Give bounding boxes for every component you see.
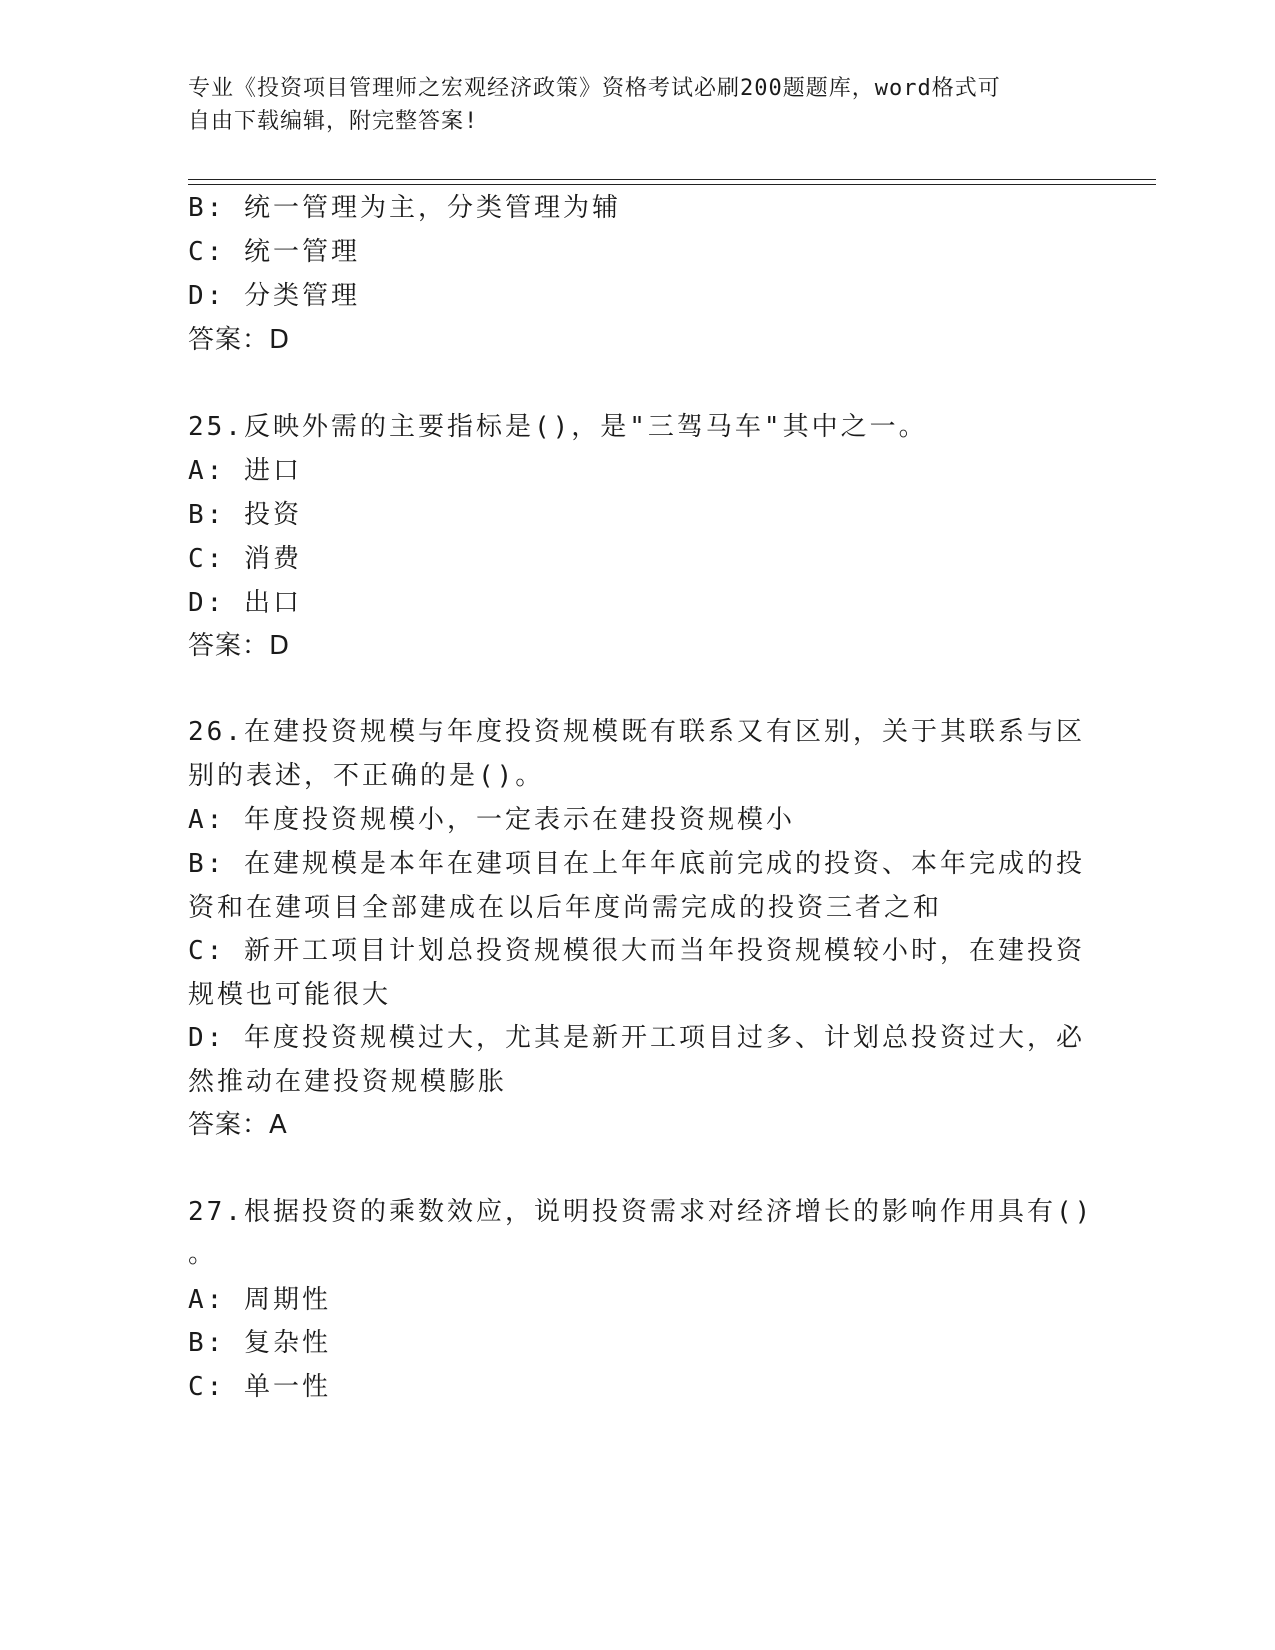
q25-answer: 答案：D bbox=[188, 631, 291, 661]
q27-option-c: C: 单一性 bbox=[188, 1372, 331, 1402]
q24-answer: 答案：D bbox=[188, 325, 291, 355]
q25-stem: 25.反映外需的主要指标是()，是"三驾马车"其中之一。 bbox=[188, 412, 928, 442]
q27-stem-line-2: 。 bbox=[188, 1239, 218, 1269]
header-line-1: 专业《投资项目管理师之宏观经济政策》资格考试必刷200题题库，word格式可 bbox=[188, 76, 1001, 101]
q25-option-b: B: 投资 bbox=[188, 500, 302, 530]
header-divider-top bbox=[188, 179, 1156, 180]
header-line-2: 自由下载编辑，附完整答案! bbox=[188, 109, 479, 134]
q26-option-c-line-2: 规模也可能很大 bbox=[188, 980, 392, 1010]
q26-answer: 答案：A bbox=[188, 1110, 288, 1140]
q26-option-a: A: 年度投资规模小，一定表示在建投资规模小 bbox=[188, 805, 795, 835]
q26-option-d-line-1: D: 年度投资规模过大，尤其是新开工项目过多、计划总投资过大，必 bbox=[188, 1023, 1085, 1053]
q26-option-b-line-1: B: 在建规模是本年在建项目在上年年底前完成的投资、本年完成的投 bbox=[188, 849, 1085, 879]
q25-option-a: A: 进口 bbox=[188, 456, 302, 486]
q26-stem-line-2: 别的表述，不正确的是()。 bbox=[188, 761, 545, 791]
q26-stem-line-1: 26.在建投资规模与年度投资规模既有联系又有区别，关于其联系与区 bbox=[188, 717, 1085, 747]
q25-option-d: D: 出口 bbox=[188, 588, 302, 618]
q27-option-b: B: 复杂性 bbox=[188, 1328, 331, 1358]
q26-option-c-line-1: C: 新开工项目计划总投资规模很大而当年投资规模较小时，在建投资 bbox=[188, 936, 1085, 966]
header-divider-bottom bbox=[188, 184, 1156, 185]
q24-option-b: B: 统一管理为主，分类管理为辅 bbox=[188, 193, 621, 223]
q27-option-a: A: 周期性 bbox=[188, 1285, 331, 1315]
q25-option-c: C: 消费 bbox=[188, 544, 302, 574]
q26-option-b-line-2: 资和在建项目全部建成在以后年度尚需完成的投资三者之和 bbox=[188, 893, 943, 923]
q27-stem-line-1: 27.根据投资的乘数效应，说明投资需求对经济增长的影响作用具有() bbox=[188, 1197, 1094, 1227]
q24-option-c: C: 统一管理 bbox=[188, 237, 360, 267]
document-header bbox=[188, 72, 1088, 138]
q24-option-d: D: 分类管理 bbox=[188, 281, 360, 311]
q26-option-d-line-2: 然推动在建投资规模膨胀 bbox=[188, 1067, 508, 1097]
